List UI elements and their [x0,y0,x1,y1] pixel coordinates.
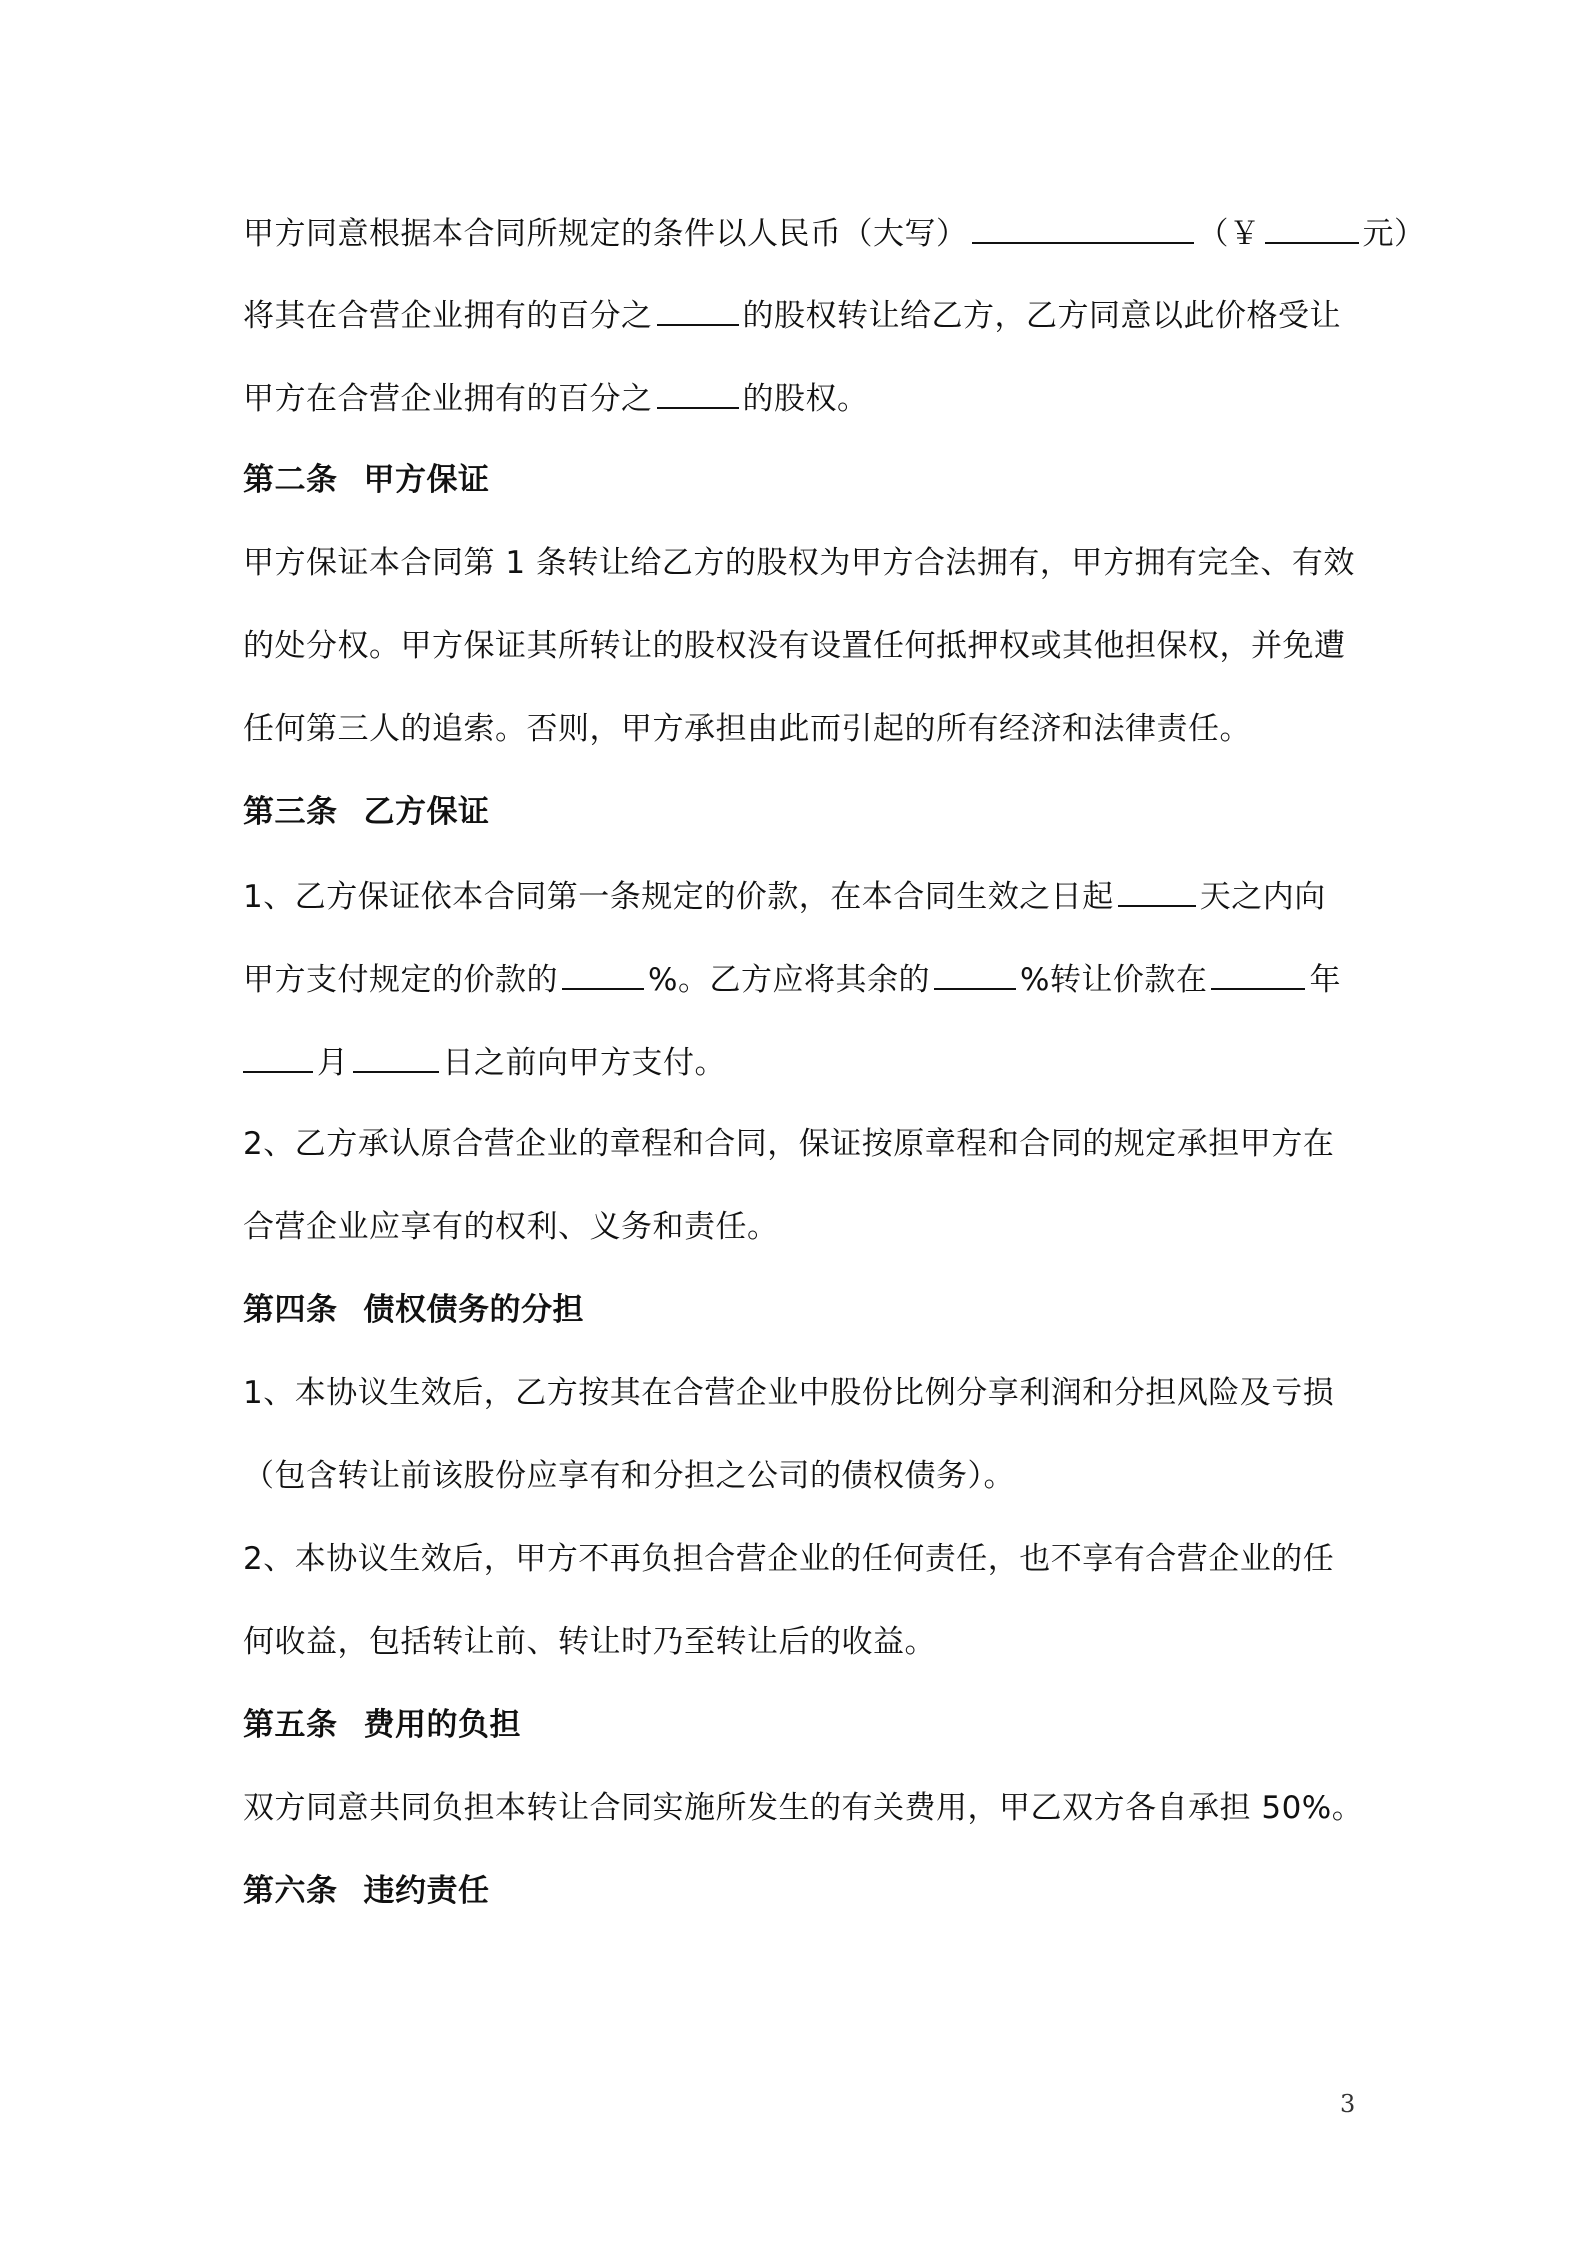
text-segment: %转让价款在 [1019,962,1208,998]
article-title: 违约责任 [363,1873,490,1909]
article-number: 第三条 [243,794,338,830]
paragraph-line [243,294,1341,336]
text-segment: 甲方支付规定的价款的 [243,962,558,998]
article-heading [243,460,490,500]
paragraph-line: 双方同意共同负担本转让合同实施所发生的有关费用，甲乙双方各自承担 50%。 [243,1790,1364,1826]
paragraph-line: 2、本协议生效后，甲方不再负担合营企业的任何责任，也不享有合营企业的任 [243,1541,1335,1577]
article-number: 第六条 [243,1873,338,1909]
paragraph-line: 何收益，包括转让前、转让时乃至转让后的收益。 [243,1624,936,1660]
text-segment: %。乙方应将其余的 [648,962,930,998]
text-segment: 元） [1362,216,1426,252]
article-title: 乙方保证 [363,794,490,830]
text-segment: 将其在合营企业拥有的百分之 [243,298,653,334]
text-segment: 的股权转让给乙方，乙方同意以此价格受让 [742,298,1341,334]
blank-field [1211,958,1305,990]
text-segment: 天之内向 [1199,879,1326,915]
blank-field [353,1041,439,1073]
blank-field [657,377,739,409]
paragraph-line [243,958,1341,1000]
text-segment: 1、乙方保证依本合同第一条规定的价款，在本合同生效之日起 [243,879,1114,915]
article-heading [243,792,490,832]
blank-field [972,212,1194,244]
paragraph-line [243,1041,726,1083]
blank-field [562,958,644,990]
text-segment: 年 [1309,962,1341,998]
article-title: 费用的负担 [363,1707,521,1743]
text-segment: 的股权。 [742,381,869,417]
article-heading [243,1290,584,1330]
text-segment: 月 [317,1045,349,1081]
paragraph-line: （包含转让前该股份应享有和分担之公司的债权债务）。 [243,1458,1015,1494]
article-number: 第二条 [243,462,338,498]
page-number: 3 [1340,2090,1356,2118]
paragraph-line [243,377,869,419]
blank-field [934,958,1016,990]
text-segment: 甲方同意根据本合同所规定的条件以人民币（大写） [243,216,968,252]
paragraph-line [243,875,1326,917]
paragraph-line: 2、乙方承认原合营企业的章程和合同，保证按原章程和合同的规定承担甲方在 [243,1126,1335,1162]
paragraph-line: 合营企业应享有的权利、义务和责任。 [243,1209,779,1245]
paragraph-line: 任何第三人的追索。否则，甲方承担由此而引起的所有经济和法律责任。 [243,711,1251,747]
text-segment: 日之前向甲方支付。 [442,1045,726,1081]
blank-field [1118,875,1196,907]
article-heading [243,1705,521,1745]
article-number: 第四条 [243,1292,338,1328]
blank-field [243,1041,313,1073]
paragraph-line: 甲方保证本合同第 1 条转让给乙方的股权为甲方合法拥有，甲方拥有完全、有效 [243,545,1355,581]
text-segment: 甲方在合营企业拥有的百分之 [243,381,653,417]
paragraph-line: 1、本协议生效后，乙方按其在合营企业中股份比例分享利润和分担风险及亏损 [243,1375,1335,1411]
article-title: 债权债务的分担 [363,1292,584,1328]
paragraph-line [243,212,1426,254]
blank-field [657,294,739,326]
blank-field [1265,212,1359,244]
paragraph-line: 的处分权。甲方保证其所转让的股权没有设置任何抵押权或其他担保权，并免遭 [243,628,1346,664]
article-title: 甲方保证 [363,462,490,498]
text-segment: （￥ [1197,216,1261,252]
article-heading [243,1871,490,1911]
article-number: 第五条 [243,1707,338,1743]
